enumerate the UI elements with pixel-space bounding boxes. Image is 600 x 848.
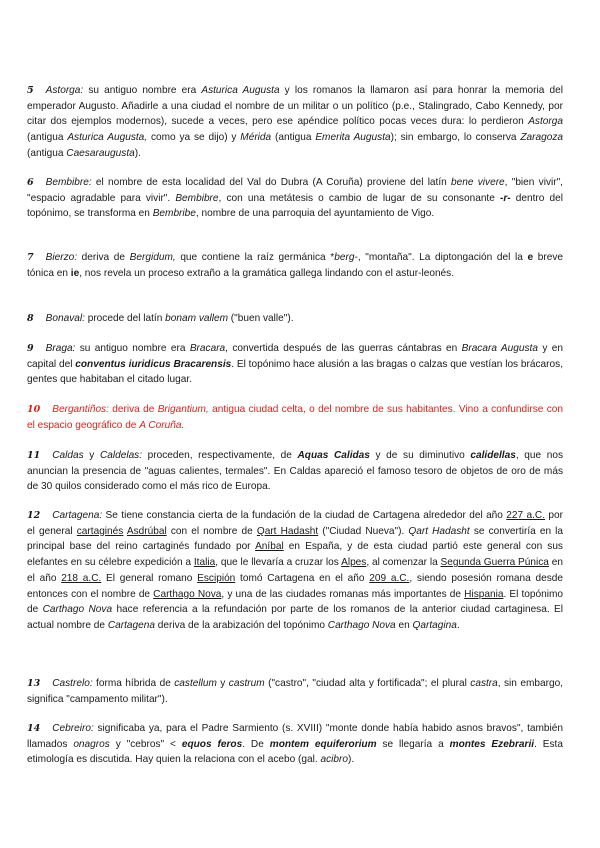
entry-number: 8 (27, 313, 34, 324)
entry-9 (27, 341, 563, 388)
entry-text: , convertida después de las guerras cántabras en (225, 343, 462, 354)
entry-text: como ya se dijo) y (147, 132, 241, 144)
link-anibal[interactable]: Aníbal (255, 541, 284, 553)
entry-text: conventus iuridicus Bracarensis (75, 358, 232, 370)
entry-text: Qart Hadasht (408, 525, 470, 537)
entry-text: . (456, 619, 460, 631)
entry-text: y en capital del (27, 343, 564, 370)
entry-text: bene vivere (451, 177, 505, 188)
entry-text: se convertiría en la principal base del reino cartaginés fundado por (27, 525, 564, 553)
entry-8 (27, 311, 563, 327)
entry-12 (27, 508, 563, 634)
entry-text: berg- (334, 252, 358, 263)
entry-text: El general romano (101, 572, 198, 584)
entry-text: por el general (27, 510, 563, 537)
entry-text: Emerita Augusta (315, 132, 391, 144)
entry-text: breve tónica en (27, 252, 563, 279)
entry-text: , que le llevaría a cruzar los (215, 557, 342, 569)
entry-text: , "bien vivir", "espacio agradable para vivir". (27, 177, 563, 204)
entry-text: equos feros (181, 738, 243, 750)
entry-term: Caldas (52, 450, 84, 461)
entry-text: . El topónimo de (27, 588, 563, 616)
entry-text: y los romanos la llamaron así para honrar la memoria del emperador Augusto. Añadirle a una ciudad el nombre de un militar o un político (p.e., Stalingrado, Cabo Kennedy, por citar dos ejemplos modernos), sucede a veces, pero ese apéndice político pocas veces dura: lo perdieron (27, 85, 563, 128)
entry-text: Carthago Nova (42, 604, 113, 616)
entry-text: Zaragoza (520, 132, 564, 144)
entry-text: en España, y de esta ciudad partió este general con sus elefantes en su célebre expedición a (27, 541, 563, 569)
link-209-ac[interactable]: 209 a.C. (369, 572, 410, 584)
entry-text: significaba ya, para el Padre Sarmiento (s. XVIII) "monte donde había habido asnos bravos", también llamados (27, 723, 563, 750)
entry-text: , que nos anuncian la presencia de "aguas calientes, termales". En Caldas apareció el famoso tesoro de objetos de oro de más de 30 quilos considerado como el más rico de Europa. (27, 450, 563, 493)
entry-10 (27, 402, 563, 433)
entry-term: Braga: (45, 343, 76, 354)
entry-text: , "montaña". La diptongación del la (357, 252, 528, 263)
entry-text: su antiguo nombre era (75, 343, 190, 354)
entry-text: , al comenzar la (366, 557, 441, 569)
entry-text: Asturica Augusta, (67, 132, 148, 144)
entry-text: tomó Cartagena en el año (235, 572, 370, 584)
entry-text: Mérida (240, 132, 272, 144)
link-218-ac[interactable]: 218 a.C. (61, 572, 102, 584)
link-asdrubal[interactable]: Asdrúbal (126, 525, 167, 537)
entry-13 (27, 676, 563, 707)
entry-text: forma híbrida de (92, 678, 175, 689)
link-cartagines[interactable]: cartaginés (76, 525, 124, 537)
entry-text: Astorga (528, 116, 563, 128)
entry-text: dentro del topónimo, se transforma en (27, 192, 563, 220)
entry-text: castellum (174, 678, 217, 689)
entry-text: , con una metátesis o cambio de lugar de su consonante (218, 192, 500, 204)
entry-term: Bierzo: (45, 252, 78, 263)
entry-text: bonam vallem (165, 313, 228, 324)
entry-term: Astorga: (45, 85, 84, 96)
entry-number: 6 (27, 177, 34, 188)
entry-number: 12 (27, 510, 41, 521)
entry-text: Bracara (189, 343, 226, 354)
entry-text: deriva de (77, 252, 130, 263)
link-227-ac[interactable]: 227 a.C. (506, 510, 546, 521)
entry-number: 5 (27, 85, 34, 96)
entry-text: y "cebros" < (109, 738, 182, 750)
entry-number: 11 (27, 450, 41, 461)
entry-term: Castrelo: (52, 678, 93, 689)
entry-text: el nombre de esta localidad del Val do Dubra (A Coruña) proviene del latín (91, 177, 452, 188)
entry-text: deriva de (108, 404, 158, 415)
entry-text: Brigantium, (157, 404, 209, 415)
entry-term: Bembibre: (45, 177, 92, 188)
entry-text: calidellas (470, 450, 516, 461)
entry-term: Caldelas: (99, 450, 143, 461)
entry-term: Bergantiños: (52, 404, 109, 415)
entry-text: Aquas Calidas (297, 450, 370, 461)
entry-text: Bracara Augusta (461, 343, 538, 354)
entry-number: 10 (27, 404, 41, 415)
entry-text: . El topónimo hace alusión a las bragas o calzas que vestían los brácaros, gentes que habitaban el citado lugar. (27, 358, 563, 386)
link-escipion[interactable]: Escipión (197, 572, 236, 584)
entry-text: procede del latín (84, 313, 166, 324)
entry-text: ). (134, 147, 141, 159)
link-qart-hadasht[interactable]: Qart Hadasht (256, 525, 319, 537)
link-italia[interactable]: Italia (193, 557, 216, 569)
entry-term: Cebreiro: (52, 723, 94, 734)
entry-text: e (527, 252, 534, 263)
entry-text: A Coruña. (139, 419, 185, 431)
entry-6 (27, 175, 563, 222)
entry-text: Carthago Nova (327, 619, 396, 631)
link-hispania[interactable]: Hispania (464, 588, 504, 600)
entry-text: onagros (73, 738, 110, 750)
entry-text: Bembribe (152, 208, 196, 220)
entry-text: Cartagena (107, 619, 155, 631)
link-alpes[interactable]: Alpes (341, 557, 367, 569)
entry-text: se llegaría a (376, 738, 450, 750)
entry-text: acibro (320, 754, 348, 766)
entry-text: ). (347, 754, 355, 766)
entry-term: Bonaval: (45, 313, 85, 324)
entry-number: 14 (27, 723, 41, 734)
entry-text: en (395, 619, 413, 631)
entry-text: montes Ezebrarii (449, 738, 535, 750)
entry-text: , y una de las ciudades romanas más importantes de (221, 588, 465, 600)
entry-term: Cartagena: (52, 510, 103, 521)
entry-text: en el año (27, 557, 563, 584)
entry-text: antigua ciudad celta, o del nombre de sus habitantes. Vino a confundirse con el espacio geográfico de (27, 404, 563, 431)
entry-text: Bergidum, (129, 252, 176, 263)
entry-text: Bembibre (175, 192, 219, 204)
entry-text: y (216, 678, 229, 689)
entry-text: , nos revela un proceso extraño a la gramática gallega lindando con el astur-leonés. (79, 267, 455, 279)
entry-text: proceden, respectivamente, de (142, 450, 298, 461)
entry-number: 13 (27, 678, 41, 689)
entry-text: -r- (499, 192, 511, 204)
entry-14 (27, 721, 563, 768)
entry-text: y (83, 450, 100, 461)
entry-text: que contiene la raíz germánica * (175, 252, 335, 263)
entry-text: , nombre de una parroquia del ayuntamiento de Vigo. (195, 208, 435, 220)
entry-number: 9 (27, 343, 34, 354)
entry-text: ("Ciudad Nueva"). (318, 525, 409, 537)
entry-text: , sin embargo, significa "campamento militar"). (27, 678, 563, 705)
entry-text: su antiguo nombre era (83, 85, 202, 96)
entry-text: castrum (228, 678, 265, 689)
entry-text: montem equiferorium (269, 738, 377, 750)
entry-text: . De (242, 738, 270, 750)
entry-text: (antigua (27, 132, 68, 144)
entry-text: (antigua (27, 147, 67, 159)
entry-text: ("castro", "ciudad alta y fortificada"; el plural (264, 678, 471, 689)
entry-7 (27, 250, 563, 281)
entry-text: hace referencia a la refundación por parte de los romanos de la anterior ciudad cartaginesa. El actual nombre de (27, 604, 563, 631)
link-carthago-nova[interactable]: Carthago Nova (153, 588, 222, 600)
entry-text: Qartagina (412, 619, 457, 631)
entry-text: y de su diminutivo (369, 450, 471, 461)
entry-text: con el nombre de (166, 525, 257, 537)
entry-text: , siendo posesión romana desde entonces con el nombre de (27, 572, 564, 600)
entry-text: (antigua (271, 132, 316, 144)
entry-text: ("buen valle"). (228, 313, 294, 324)
entry-11 (27, 448, 563, 495)
entry-number: 7 (27, 252, 34, 263)
link-segunda-guerra-punica[interactable]: Segunda Guerra Púnica (440, 557, 549, 569)
entry-text: ie (70, 267, 80, 279)
entry-text: Caesaraugusta (66, 147, 135, 159)
entry-text: castra (470, 678, 498, 689)
entry-5 (27, 83, 563, 162)
entry-text: ); sin embargo, lo conserva (390, 132, 521, 144)
entry-text: Se tiene constancia cierta de la fundación de la ciudad de Cartagena alrededor del año (102, 510, 507, 521)
entry-text: deriva de la arabización del topónimo (154, 619, 328, 631)
entry-text: Asturica Augusta (201, 85, 280, 96)
entry-text: . Esta etimología es discutida. Hay quien la relaciona con el acebo (gal. (27, 738, 563, 766)
